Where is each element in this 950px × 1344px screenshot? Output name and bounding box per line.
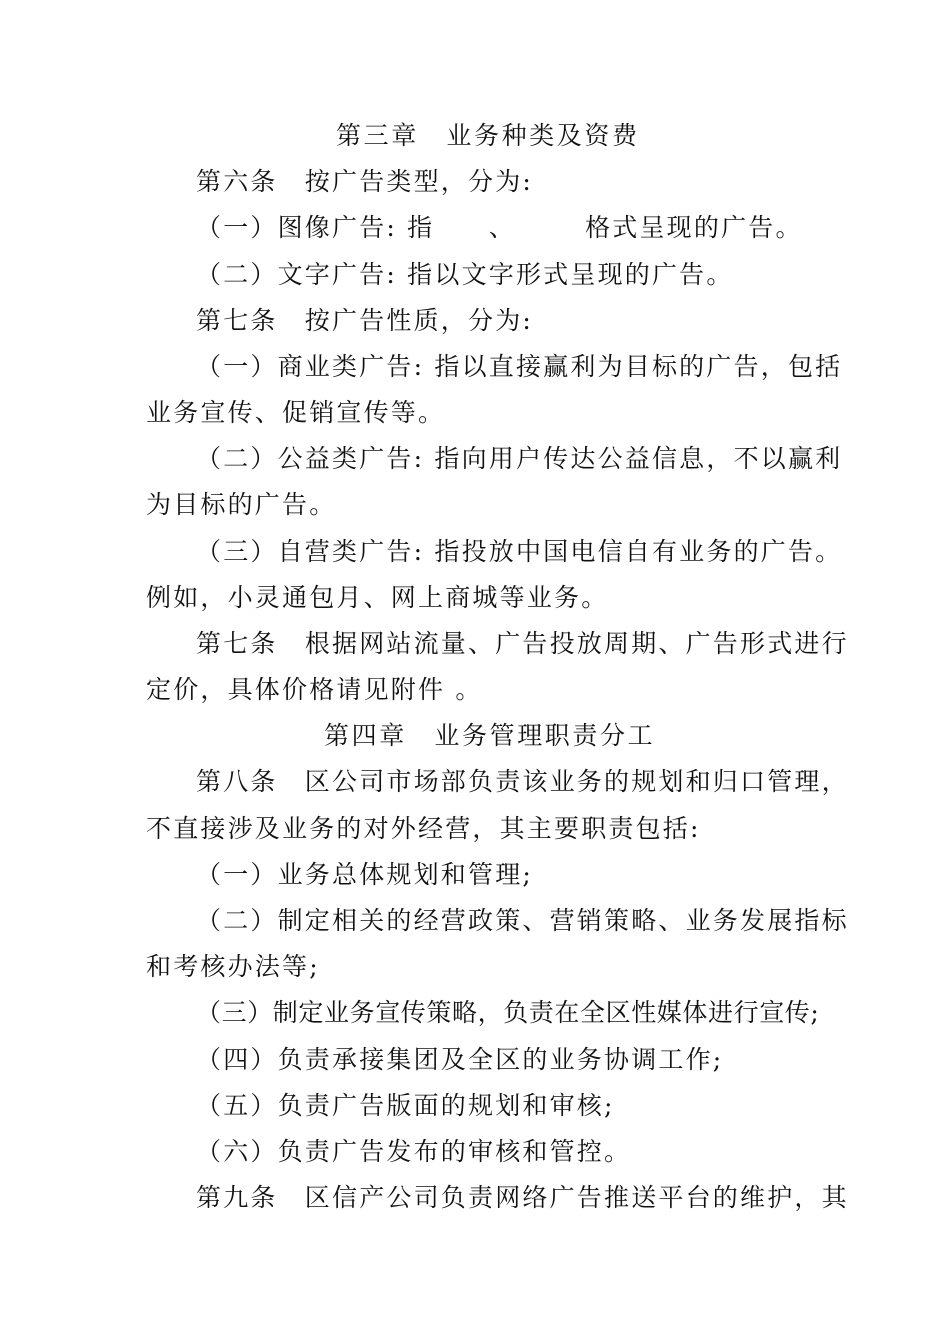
article-6-title: 第六条 按广告类型，分为: [196, 167, 534, 196]
article-7-item-3-cont: 例如，小灵通包月、网上商城等业务。 [146, 583, 609, 612]
article-8-cont: 不直接涉及业务的对外经营，其主要职责包括: [146, 814, 701, 843]
article-8-item-3: （三）制定业务宣传策略，负责在全区性媒体进行宣传; [196, 998, 820, 1027]
article-8-item-6: （六）负责广告发布的审核和管控。 [196, 1137, 632, 1166]
article-7b-cont: 定价，具体价格请见附件 。 [146, 675, 483, 704]
article-8-item-2-cont: 和考核办法等; [146, 952, 320, 981]
article-6-item-1: （一）图像广告: 指 、 格式呈现的广告。 [196, 213, 803, 242]
article-7-item-3: （三）自营类广告: 指投放中国电信自有业务的广告。 [196, 537, 843, 566]
article-8-item-1: （一）业务总体规划和管理; [196, 860, 534, 889]
article-8-item-2: （二）制定相关的经营政策、营销策略、业务发展指标 [196, 906, 849, 935]
article-7-item-2: （二）公益类广告: 指向用户传达公益信息，不以赢利 [196, 444, 843, 473]
article-6-item-2: （二）文字广告: 指以文字形式呈现的广告。 [196, 260, 734, 289]
article-7b-title: 第七条 根据网站流量、广告投放周期、广告形式进行 [196, 629, 849, 658]
article-8-title: 第八条 区公司市场部负责该业务的规划和归口管理， [196, 767, 849, 796]
article-8-item-4: （四）负责承接集团及全区的业务协调工作; [196, 1045, 724, 1074]
article-7-item-1: （一）商业类广告: 指以直接赢利为目标的广告，包括 [196, 352, 843, 381]
article-7-item-2-cont: 为目标的广告。 [146, 490, 337, 519]
chapter-3-heading: 第三章 业务种类及资费 [336, 121, 640, 150]
article-8-item-5: （五）负责广告版面的规划和审核; [196, 1091, 615, 1120]
article-9-title: 第九条 区信产公司负责网络广告推送平台的维护，其 [196, 1183, 849, 1212]
article-7-item-1-cont: 业务宣传、促销宣传等。 [146, 398, 446, 427]
article-7-title: 第七条 按广告性质，分为: [196, 306, 534, 335]
chapter-4-heading: 第四章 业务管理职责分工 [324, 721, 656, 750]
